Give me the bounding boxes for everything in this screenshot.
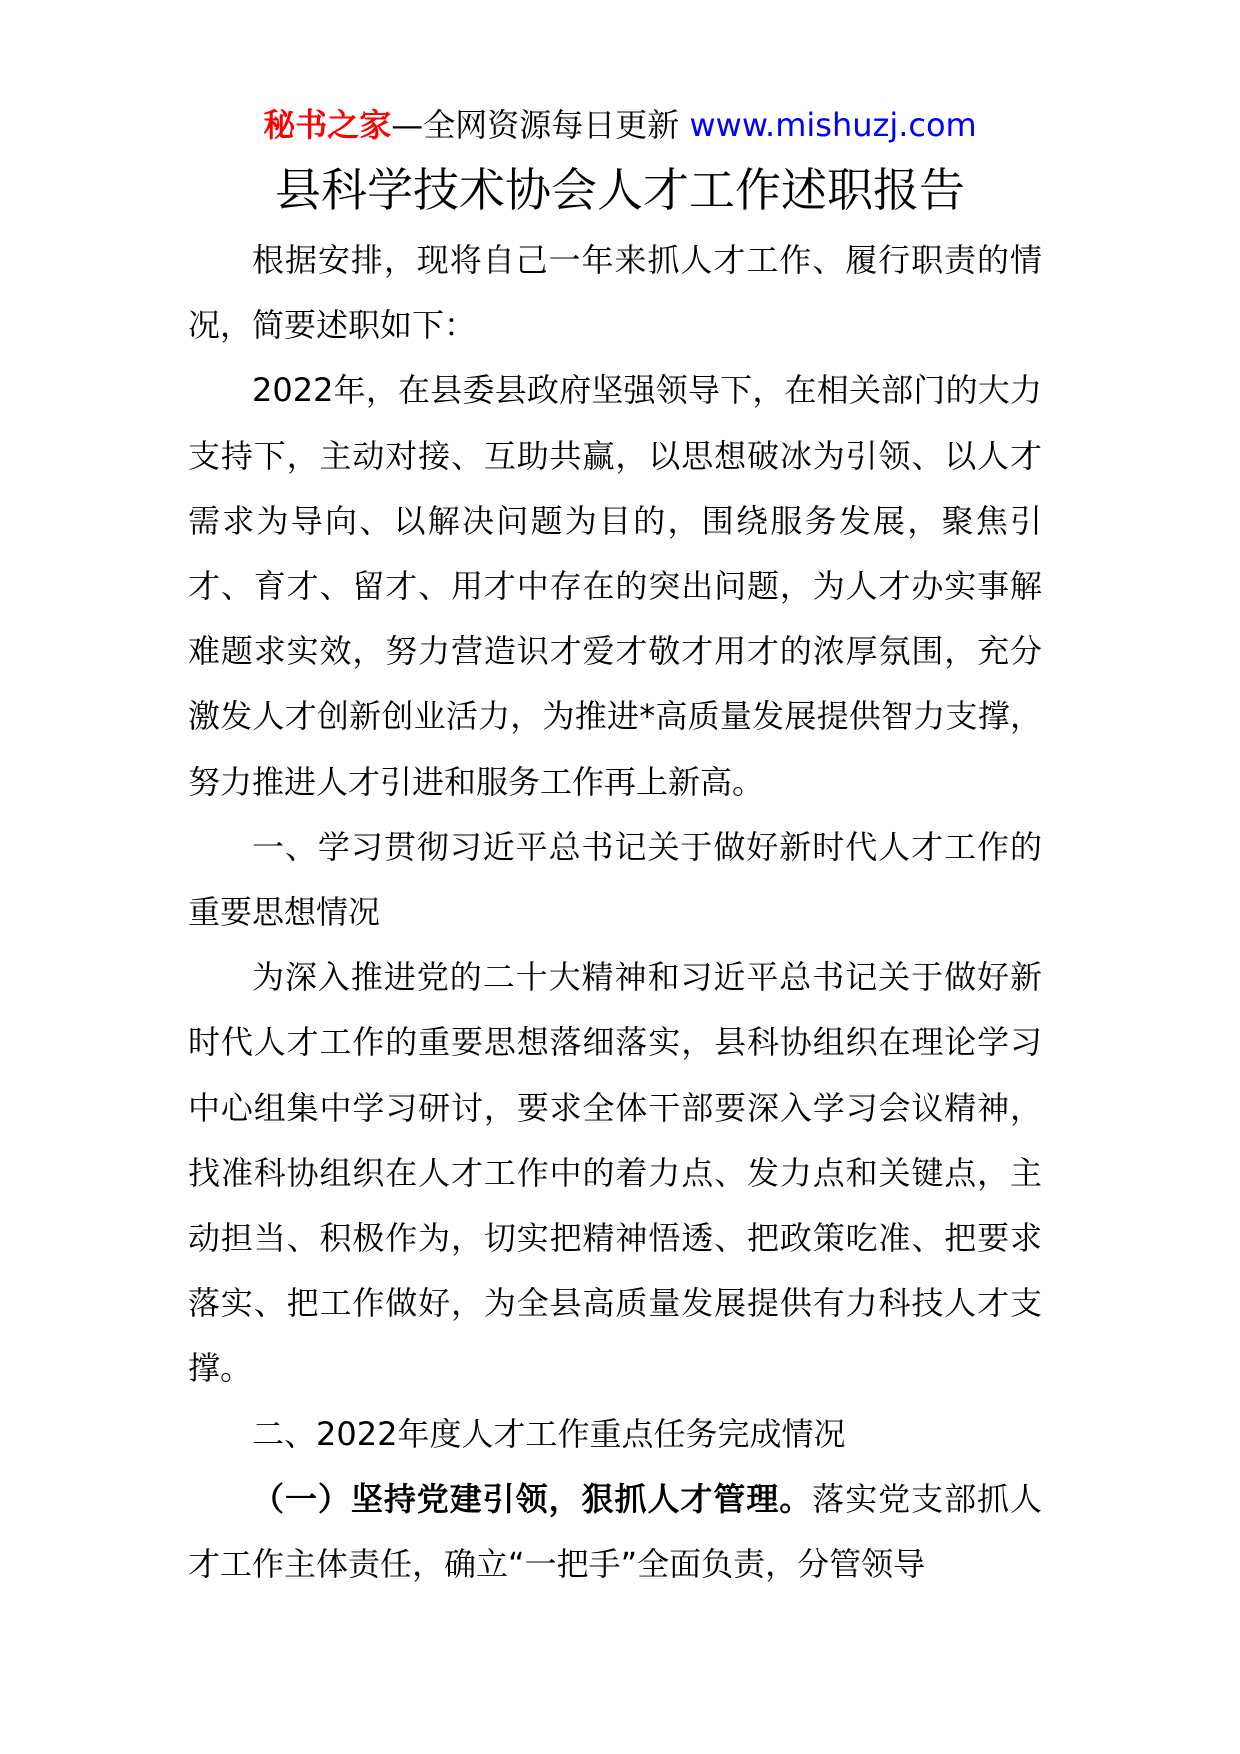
document-title: 县科学技术协会人才工作述职报告: [275, 163, 965, 217]
header-banner: [0, 100, 1240, 150]
site-url: www.mishuzj.com: [689, 106, 977, 144]
section2-item1-text: 落实党支部抓人才工作主体责任，确立“一把手”全面负责，分管领导: [188, 1479, 1042, 1584]
section2-item1-paragraph: [188, 1467, 1042, 1597]
section1-heading: 一、学习贯彻习近平总书记关于做好新时代人才工作的重要思想情况: [188, 827, 1042, 932]
intro-paragraph: 根据安排，现将自己一年来抓人才工作、履行职责的情况，简要述职如下：: [188, 241, 1042, 345]
section1-paragraph: 为深入推进党的二十大精神和习近平总书记关于做好新时代人才工作的重要思想落细落实，县科协组织在理论学习中心组集中学习研讨，要求全体干部要深入学习会议精神，找准科协组织在人才工作中的着力点、发力点和关键点，主动担当、积极作为，切实把精神悟透、把政策吃准、把要求落实、把工作做好，为全县高质量发展提供有力科技人才支撑。: [188, 958, 1042, 1388]
summary-paragraph: 2022年，在县委县政府坚强领导下，在相关部门的大力支持下，主动对接、互助共赢，以思想破冰为引领、以人才需求为导向、以解决问题为目的，围绕服务发展，聚焦引才、育才、留才、用才中存在的突出问题，为人才办实事解难题求实效，努力营造识才爱才敬才用才的浓厚氛围，充分激发人才创新创业活力，为推进*高质量发展提供智力支撑，努力推进人才引进和服务工作再上新高。: [188, 371, 1042, 801]
brand-name: 秘书之家: [263, 106, 392, 144]
section2-item1-lead: （一）坚持党建引领，狠抓人才管理。: [252, 1479, 813, 1518]
header-slogan: —全网资源每日更新: [391, 106, 690, 144]
section2-heading: 二、2022年度人才工作重点任务完成情况: [252, 1414, 846, 1453]
document-body: [188, 228, 1042, 1597]
